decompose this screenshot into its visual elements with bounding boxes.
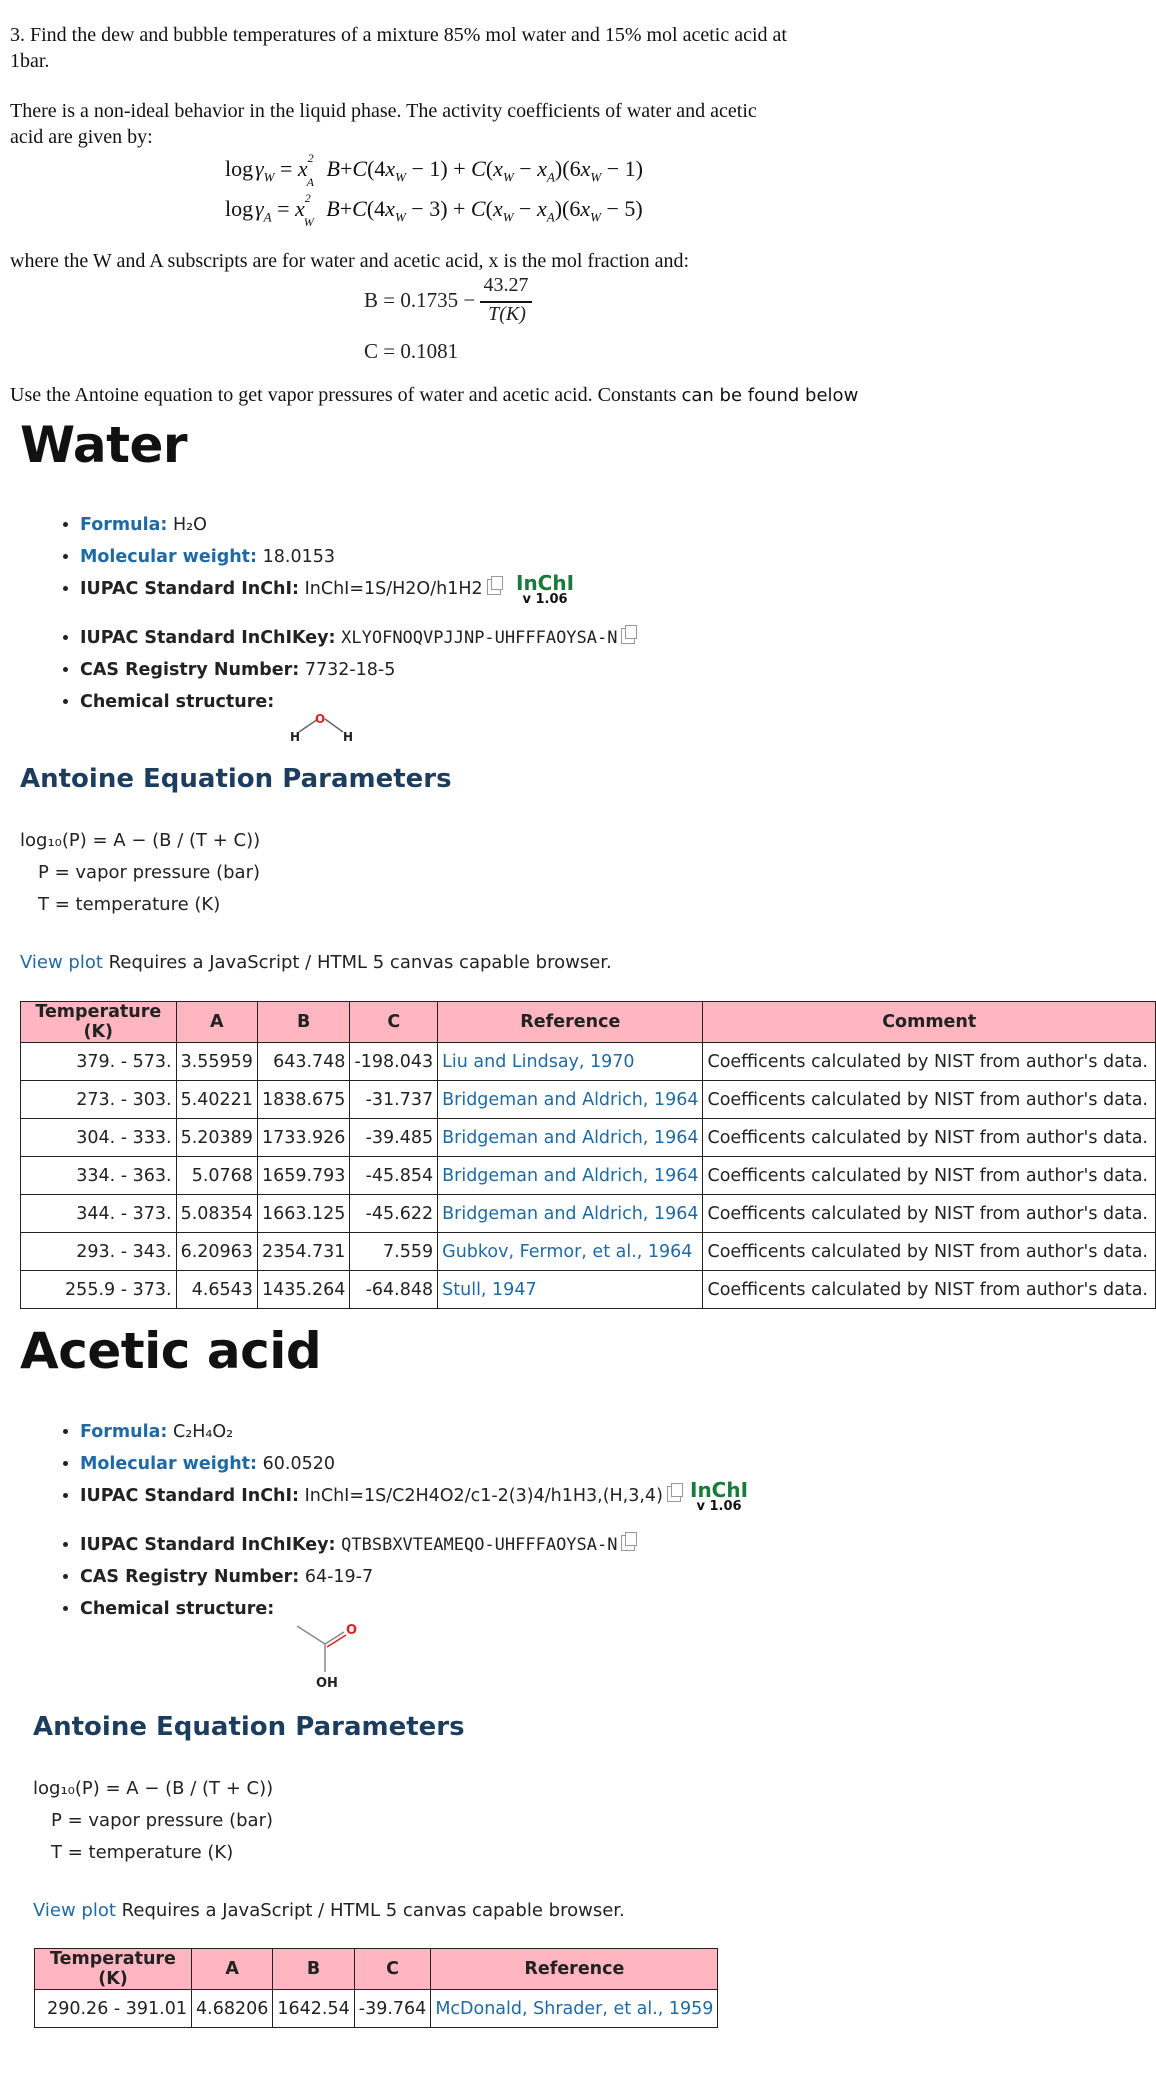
acetic-mw-label[interactable]: Molecular weight: — [80, 1454, 258, 1474]
antoine-var-t: T = temperature (K) — [51, 1842, 234, 1863]
a-cell: 5.0768 — [176, 1157, 257, 1195]
acetic-inchi-label: IUPAC Standard InChI: — [80, 1486, 300, 1506]
b-cell: 1838.675 — [257, 1081, 350, 1119]
acetic-mw-item — [80, 1448, 980, 1480]
acetic-inchikey-label: IUPAC Standard InChIKey: — [80, 1535, 336, 1555]
water-antoine-table — [20, 1001, 1156, 1309]
water-title: Water — [20, 416, 188, 474]
b-cell: 1642.54 — [273, 1990, 354, 2028]
acetic-inchi-logo[interactable] — [690, 1480, 748, 1514]
b-cell: 1733.926 — [257, 1119, 350, 1157]
water-cas: 7732-18-5 — [304, 660, 396, 680]
water-cas-item — [80, 654, 980, 686]
equation-gamma-acetic: log $\gamma_A = x^2_W$ $B+C(4x_W - 3) + C(x_W - x_A)(6x_W - 5)$ — [225, 190, 643, 230]
col-header-b: B — [273, 1949, 354, 1990]
acetic-formula-label[interactable]: Formula: — [80, 1422, 168, 1442]
equation-B-label: B = 0.1735 − — [364, 288, 476, 312]
where-text: where the W and A subscripts are for water and acetic acid, x is the mol fraction and: — [10, 250, 690, 272]
water-inchi: InChI=1S/H2O/h1H2 — [304, 579, 483, 599]
table-row — [21, 1081, 1156, 1119]
inchi-logo-text: InChI — [516, 571, 575, 595]
c-cell: -31.737 — [350, 1081, 438, 1119]
plot-note: Requires a JavaScript / HTML 5 canvas capable browser. — [108, 952, 612, 973]
acetic-inchikey-item — [80, 1529, 980, 1561]
acetic-structure-image — [292, 1614, 372, 1694]
a-cell: 5.08354 — [176, 1195, 257, 1233]
col-header-b: B — [257, 1002, 350, 1043]
table-header-row — [35, 1949, 718, 1990]
acetic-inchikey: QTBSBXVTEAMEQO-UHFFFAOYSA-N — [341, 1535, 618, 1555]
comment-cell: Coefficents calculated by NIST from author's data. — [703, 1157, 1156, 1195]
comment-cell: Coefficents calculated by NIST from author's data. — [703, 1233, 1156, 1271]
col-header-comment: Comment — [703, 1002, 1156, 1043]
temperature-cell: 344. - 373. — [21, 1195, 177, 1233]
structure-atom-OH: OH — [316, 1676, 338, 1691]
reference-link[interactable]: Stull, 1947 — [438, 1271, 703, 1309]
comment-cell: Coefficents calculated by NIST from author's data. — [703, 1195, 1156, 1233]
c-cell: -198.043 — [350, 1043, 438, 1081]
structure-atom-O: O — [346, 1623, 358, 1638]
water-antoine-equations — [20, 825, 260, 921]
water-mw-label[interactable]: Molecular weight: — [80, 547, 258, 567]
view-plot-link[interactable]: View plot — [33, 1900, 116, 1921]
acetic-formula: C₂H₄O₂ — [172, 1422, 234, 1442]
inchi-logo-version: v 1.06 — [522, 592, 568, 607]
temperature-cell: 273. - 303. — [21, 1081, 177, 1119]
water-mw: 18.0153 — [262, 547, 336, 567]
structure-atom-H: H — [343, 730, 354, 744]
water-formula: H₂O — [172, 515, 207, 535]
water-structure-item — [80, 686, 980, 718]
acetic-cas: 64-19-7 — [304, 1567, 374, 1587]
antoine-instruction — [10, 382, 858, 409]
a-cell: 5.20389 — [176, 1119, 257, 1157]
temperature-cell: 334. - 363. — [21, 1157, 177, 1195]
col-header-temperature: Temperature (K) — [21, 1002, 177, 1043]
col-header-a: A — [176, 1002, 257, 1043]
acetic-formula-item — [80, 1416, 980, 1448]
antoine-equation: log₁₀(P) = A − (B / (T + C)) — [20, 830, 261, 851]
water-antoine-heading: Antoine Equation Parameters — [20, 764, 452, 794]
col-header-c: C — [354, 1949, 431, 1990]
plot-note: Requires a JavaScript / HTML 5 canvas capable browser. — [121, 1900, 625, 1921]
reference-link[interactable]: Gubkov, Fermor, et al., 1964 — [438, 1233, 703, 1271]
temperature-cell: 255.9 - 373. — [21, 1271, 177, 1309]
water-cas-label: CAS Registry Number: — [80, 660, 300, 680]
view-plot-link[interactable]: View plot — [20, 952, 103, 973]
c-cell: -64.848 — [350, 1271, 438, 1309]
water-formula-label[interactable]: Formula: — [80, 515, 168, 535]
antoine-instruction-tail: can be found below — [681, 385, 859, 406]
reference-link[interactable]: Bridgeman and Aldrich, 1964 — [438, 1119, 703, 1157]
equation-B-denominator: T(K) — [488, 303, 526, 325]
temperature-cell: 293. - 343. — [21, 1233, 177, 1271]
problem-para2-line-2: acid are given by: — [10, 126, 153, 148]
acetic-structure-item — [80, 1593, 980, 1625]
equation-B-numerator: 43.27 — [483, 274, 529, 296]
structure-atom-H: H — [290, 730, 301, 744]
water-formula-item — [80, 509, 980, 541]
c-cell: -45.854 — [350, 1157, 438, 1195]
water-inchi-label: IUPAC Standard InChI: — [80, 579, 300, 599]
water-structure-image — [285, 708, 355, 744]
acetic-inchi: InChI=1S/C2H4O2/c1-2(3)4/h1H3,(H,3,4) — [304, 1486, 663, 1506]
water-info-list-2 — [54, 622, 980, 718]
water-inchikey-item — [80, 622, 980, 654]
table-row — [35, 1990, 718, 2028]
water-inchi-logo[interactable] — [516, 573, 574, 607]
reference-link[interactable]: Liu and Lindsay, 1970 — [438, 1043, 703, 1081]
comment-cell: Coefficents calculated by NIST from author's data. — [703, 1271, 1156, 1309]
temperature-cell: 304. - 333. — [21, 1119, 177, 1157]
c-cell: -39.485 — [350, 1119, 438, 1157]
acetic-structure-label: Chemical structure: — [80, 1599, 275, 1619]
table-row — [21, 1119, 1156, 1157]
b-cell: 1659.793 — [257, 1157, 350, 1195]
acetic-antoine-equations — [33, 1773, 273, 1869]
antoine-var-t: T = temperature (K) — [38, 894, 221, 915]
reference-link[interactable]: Bridgeman and Aldrich, 1964 — [438, 1157, 703, 1195]
c-cell: -45.622 — [350, 1195, 438, 1233]
acetic-cas-item — [80, 1561, 980, 1593]
antoine-equation: log₁₀(P) = A − (B / (T + C)) — [33, 1778, 274, 1799]
a-cell: 6.20963 — [176, 1233, 257, 1271]
comment-cell: Coefficents calculated by NIST from author's data. — [703, 1043, 1156, 1081]
acetic-mw: 60.0520 — [262, 1454, 336, 1474]
acetic-info-list-2 — [54, 1529, 980, 1625]
copy-icon[interactable] — [487, 579, 501, 595]
acetic-antoine-heading: Antoine Equation Parameters — [33, 1712, 465, 1742]
equation-C: C = 0.1081 — [364, 339, 459, 363]
table-row — [21, 1195, 1156, 1233]
problem-para2-line-1: There is a non-ideal behavior in the liquid phase. The activity coefficients of water and acetic — [10, 100, 757, 122]
water-structure-label: Chemical structure: — [80, 692, 275, 712]
b-cell: 643.748 — [257, 1043, 350, 1081]
col-header-temperature: Temperature (K) — [35, 1949, 192, 1990]
water-inchikey-label: IUPAC Standard InChIKey: — [80, 628, 336, 648]
col-header-reference: Reference — [438, 1002, 703, 1043]
table-row — [21, 1233, 1156, 1271]
copy-icon[interactable] — [621, 628, 635, 644]
acetic-title: Acetic acid — [20, 1322, 322, 1380]
antoine-var-p: P = vapor pressure (bar) — [38, 862, 260, 883]
b-cell: 1663.125 — [257, 1195, 350, 1233]
acetic-inchi-item — [80, 1480, 980, 1512]
acetic-plot-row — [33, 1895, 625, 1927]
b-cell: 1435.264 — [257, 1271, 350, 1309]
col-header-c: C — [350, 1002, 438, 1043]
water-inchikey: XLYOFNOQVPJJNP-UHFFFAOYSA-N — [341, 628, 618, 648]
inchi-logo-text: InChI — [690, 1478, 749, 1502]
col-header-reference: Reference — [431, 1949, 718, 1990]
equation-gamma-water: log $\gamma_W = x^2_A$ $B+C(4x_W - 1) + C(x_W - x_A)(6x_W - 1)$ — [225, 150, 643, 190]
acetic-antoine-table — [34, 1948, 718, 2028]
acetic-cas-label: CAS Registry Number: — [80, 1567, 300, 1587]
comment-cell: Coefficents calculated by NIST from author's data. — [703, 1081, 1156, 1119]
antoine-var-p: P = vapor pressure (bar) — [51, 1810, 273, 1831]
c-cell: 7.559 — [350, 1233, 438, 1271]
temperature-cell: 379. - 573. — [21, 1043, 177, 1081]
table-row — [21, 1157, 1156, 1195]
c-cell: -39.764 — [354, 1990, 431, 2028]
reference-link[interactable]: McDonald, Shrader, et al., 1959 — [431, 1990, 718, 2028]
col-header-a: A — [192, 1949, 273, 1990]
table-header-row — [21, 1002, 1156, 1043]
antoine-instruction-text: Use the Antoine equation to get vapor pressures of water and acetic acid. Constants — [10, 384, 677, 406]
copy-icon[interactable] — [667, 1486, 681, 1502]
inchi-logo-version: v 1.06 — [696, 1499, 742, 1514]
table-row — [21, 1271, 1156, 1309]
water-plot-row — [20, 947, 612, 979]
temperature-cell: 290.26 - 391.01 — [35, 1990, 192, 2028]
a-cell: 5.40221 — [176, 1081, 257, 1119]
copy-icon[interactable] — [621, 1535, 635, 1551]
problem-line-2: 1bar. — [10, 50, 50, 72]
reference-link[interactable]: Bridgeman and Aldrich, 1964 — [438, 1081, 703, 1119]
a-cell: 4.68206 — [192, 1990, 273, 2028]
a-cell: 3.55959 — [176, 1043, 257, 1081]
b-cell: 2354.731 — [257, 1233, 350, 1271]
table-row — [21, 1043, 1156, 1081]
problem-line-1: 3. Find the dew and bubble temperatures of a mixture 85% mol water and 15% mol acetic acid at — [10, 24, 787, 46]
reference-link[interactable]: Bridgeman and Aldrich, 1964 — [438, 1195, 703, 1233]
acetic-info-list — [54, 1416, 980, 1512]
structure-atom-O: O — [315, 712, 326, 726]
comment-cell: Coefficents calculated by NIST from author's data. — [703, 1119, 1156, 1157]
a-cell: 4.6543 — [176, 1271, 257, 1309]
water-mw-item — [80, 541, 980, 573]
